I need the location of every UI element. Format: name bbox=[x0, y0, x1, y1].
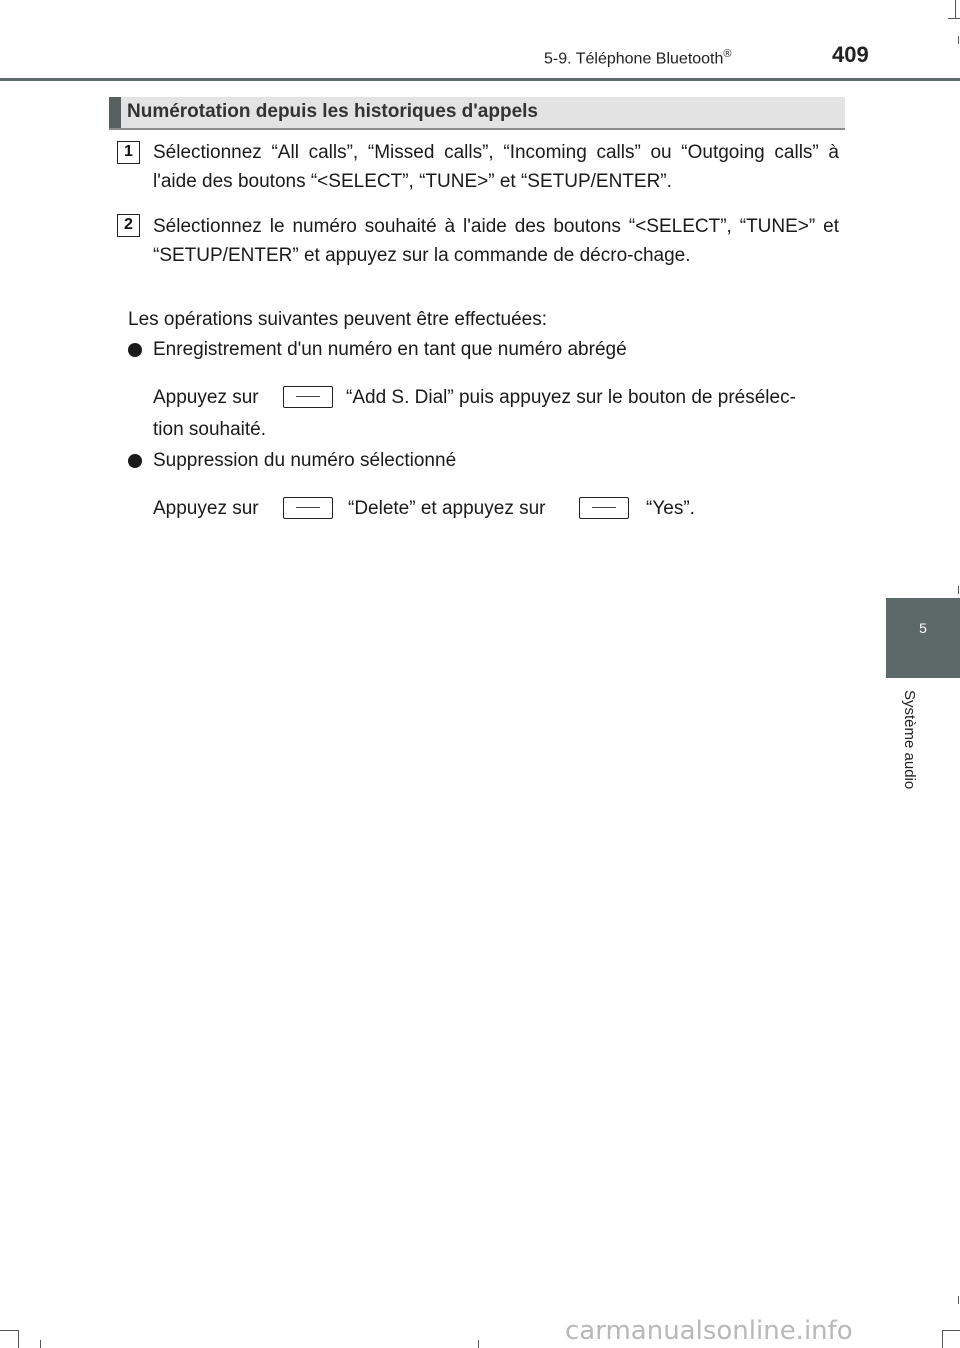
page-number: 409 bbox=[832, 42, 869, 67]
bullet-1-line1-end: “Add S. Dial” puis appuyez sur le bouton de présélec- bbox=[346, 387, 796, 408]
chapter-tab bbox=[886, 598, 960, 678]
section-label bbox=[544, 48, 732, 68]
step-text-1: Sélectionnez “All calls”, “Missed calls”, “Incoming calls” ou “Outgoing calls” à l'aide des boutons “<SELECT”, “TUNE>” et “SETUP/ENTER”. bbox=[153, 142, 839, 192]
chapter-title bbox=[872, 690, 940, 820]
crop-mark bbox=[18, 1330, 19, 1348]
bullet-title-1: Enregistrement d'un numéro en tant que numéro abrégé bbox=[153, 339, 627, 360]
preset-button-icon bbox=[283, 386, 333, 408]
crop-mark bbox=[955, 0, 956, 18]
step-number-2: 2 bbox=[117, 214, 140, 237]
header-rule bbox=[0, 78, 960, 81]
crop-mark bbox=[958, 586, 959, 594]
preset-button-icon bbox=[283, 497, 333, 519]
chapter-number: 5 bbox=[919, 620, 927, 636]
crop-mark bbox=[942, 1330, 960, 1331]
operations-intro: Les opérations suivantes peuvent être effectuées: bbox=[128, 309, 547, 330]
step-number-1: 1 bbox=[117, 141, 140, 164]
section-heading-text: Numérotation depuis les historiques d'appels bbox=[127, 101, 538, 122]
registered-mark: ® bbox=[723, 48, 732, 60]
bullet-dot bbox=[128, 343, 142, 357]
crop-mark bbox=[942, 1330, 943, 1348]
bullet-1-line1-start: Appuyez sur bbox=[153, 387, 259, 408]
crop-mark bbox=[958, 36, 959, 44]
bullet-title-2: Suppression du numéro sélectionné bbox=[153, 450, 457, 471]
bullet-1-line2: tion souhaité. bbox=[153, 419, 267, 440]
crop-mark bbox=[40, 1340, 41, 1348]
crop-mark bbox=[478, 1340, 479, 1348]
preset-button-icon bbox=[579, 497, 629, 519]
crop-mark bbox=[958, 1296, 959, 1304]
bullet-dot bbox=[128, 454, 142, 468]
section-label-text: 5-9. Téléphone Bluetooth bbox=[544, 50, 724, 68]
step-text-2: Sélectionnez le numéro souhaité à l'aide des boutons “<SELECT”, “TUNE>” et “SETUP/ENTER” et appuyez sur la commande de décro-chage. bbox=[153, 216, 839, 266]
watermark: carmanualsonline.info bbox=[565, 1316, 853, 1346]
crop-mark bbox=[948, 18, 960, 19]
bullet-2-line1-start: Appuyez sur bbox=[153, 498, 259, 519]
bullet-2-line1-end: “Yes”. bbox=[646, 498, 695, 519]
chapter-title-text: Système audio bbox=[901, 690, 918, 790]
crop-mark bbox=[0, 1330, 18, 1331]
section-heading bbox=[109, 97, 845, 130]
bullet-2-line1-middle: “Delete” et appuyez sur bbox=[348, 498, 546, 519]
